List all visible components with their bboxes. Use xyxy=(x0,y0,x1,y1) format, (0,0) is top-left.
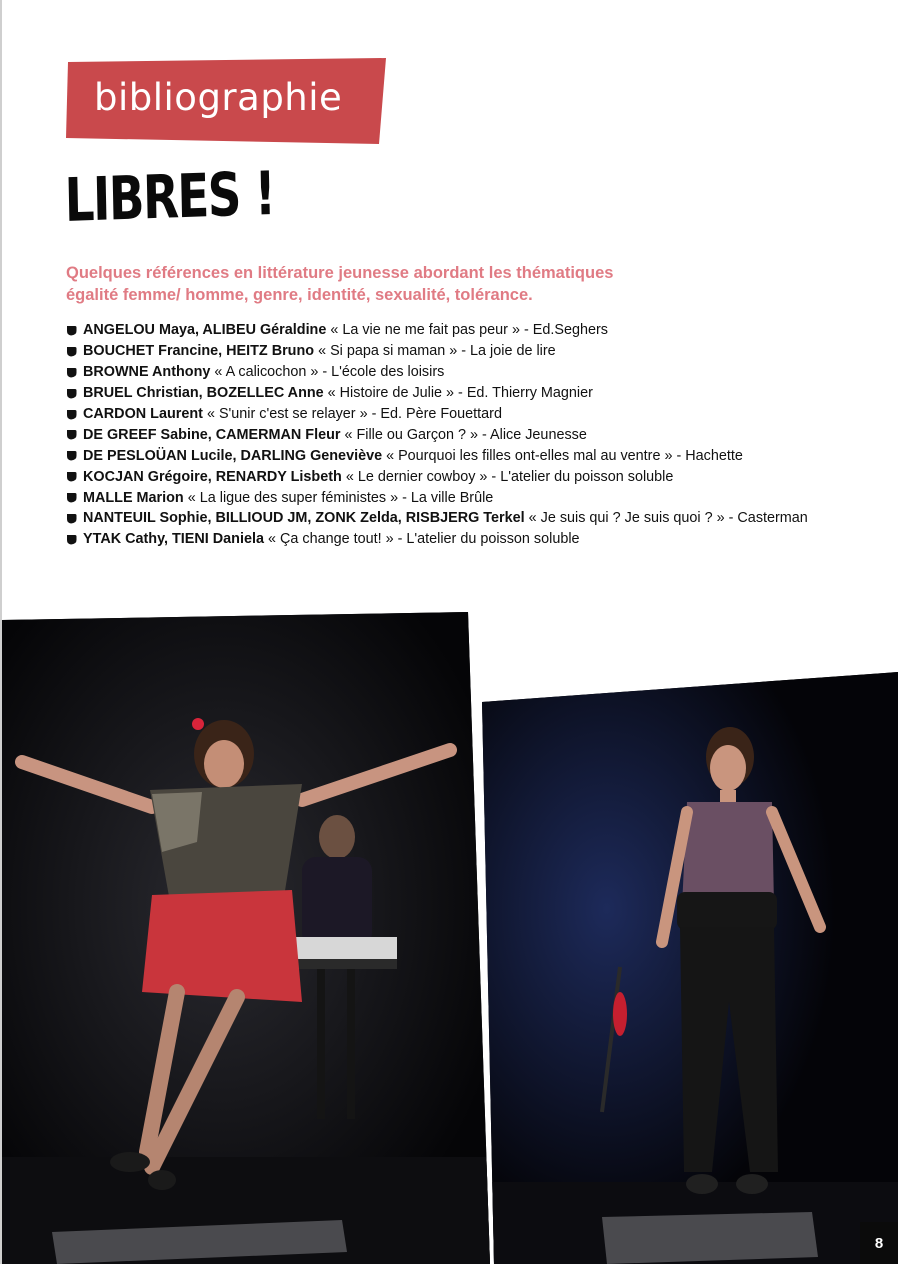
reference-item xyxy=(66,341,866,362)
reference-item xyxy=(66,466,866,487)
reference-authors: KOCJAN Grégoire, RENARDY Lisbeth xyxy=(83,468,342,485)
reference-authors: MALLE Marion xyxy=(83,489,184,506)
reference-authors: BROWNE Anthony xyxy=(83,364,211,381)
reference-authors: DE GREEF Sabine, CAMERMAN Fleur xyxy=(83,426,341,443)
reference-item xyxy=(66,529,866,550)
bullet-icon xyxy=(66,492,77,503)
reference-details: « S'unir c'est se relayer » - Ed. Père Fouettard xyxy=(206,406,502,422)
intro-text xyxy=(66,262,706,306)
bullet-icon xyxy=(66,346,77,357)
section-label: bibliographie xyxy=(94,76,343,119)
page-number: 8 xyxy=(860,1222,898,1264)
reference-details: « Ça change tout! » - L'atelier du poisson soluble xyxy=(267,531,580,548)
reference-details: « Fille ou Garçon ? » - Alice Jeunesse xyxy=(344,426,587,443)
bullet-icon xyxy=(66,409,77,420)
bullet-icon xyxy=(66,513,77,524)
reference-authors: BOUCHET Francine, HEITZ Bruno xyxy=(83,343,315,360)
bullet-icon xyxy=(66,471,77,482)
intro-line-1: Quelques références en littérature jeunesse abordant les thématiques xyxy=(66,264,614,282)
reference-details: « Si papa si maman » - La joie de lire xyxy=(318,343,556,360)
section-banner xyxy=(66,58,386,144)
reference-item xyxy=(66,424,866,445)
reference-item xyxy=(66,404,866,425)
reference-details: « Histoire de Julie » - Ed. Thierry Magnier xyxy=(327,385,593,402)
reference-item xyxy=(66,320,866,341)
reference-authors: CARDON Laurent xyxy=(83,406,203,422)
reference-authors: NANTEUIL Sophie, BILLIOUD JM, ZONK Zelda, RISBJERG Terkel xyxy=(83,510,525,527)
reference-authors: DE PESLOÜAN Lucile, DARLING Geneviève xyxy=(83,447,383,464)
bullet-icon xyxy=(66,325,77,336)
bullet-icon xyxy=(66,450,77,461)
bullet-icon xyxy=(66,388,77,399)
reference-details: « Pourquoi les filles ont-elles mal au ventre » - Hachette xyxy=(386,447,743,464)
bullet-icon xyxy=(66,367,77,378)
reference-details: « Le dernier cowboy » - L'atelier du poisson soluble xyxy=(345,468,674,485)
reference-details: « La vie ne me fait pas peur » - Ed.Seghers xyxy=(330,322,608,339)
reference-details: « A calicochon » - L'école des loisirs xyxy=(214,364,445,381)
reference-item xyxy=(66,508,866,529)
stage-photo-right xyxy=(482,672,898,1264)
reference-details: « Je suis qui ? Je suis quoi ? » - Casterman xyxy=(528,510,808,527)
reference-details: « La ligue des super féministes » - La ville Brûle xyxy=(187,489,494,506)
reference-list xyxy=(66,320,866,550)
stage-photo-left xyxy=(2,612,490,1264)
reference-item xyxy=(66,362,866,383)
intro-line-2: égalité femme/ homme, genre, identité, sexualité, tolérance. xyxy=(66,286,533,304)
reference-authors: YTAK Cathy, TIENI Daniela xyxy=(83,531,264,548)
bullet-icon xyxy=(66,534,77,545)
bullet-icon xyxy=(66,429,77,440)
reference-authors: BRUEL Christian, BOZELLEC Anne xyxy=(83,385,324,402)
page-title: LIBRES ! xyxy=(64,158,276,236)
reference-authors: ANGELOU Maya, ALIBEU Géraldine xyxy=(83,322,327,339)
reference-item xyxy=(66,445,866,466)
reference-item xyxy=(66,487,866,508)
reference-item xyxy=(66,383,866,404)
page-edge xyxy=(0,0,2,1264)
